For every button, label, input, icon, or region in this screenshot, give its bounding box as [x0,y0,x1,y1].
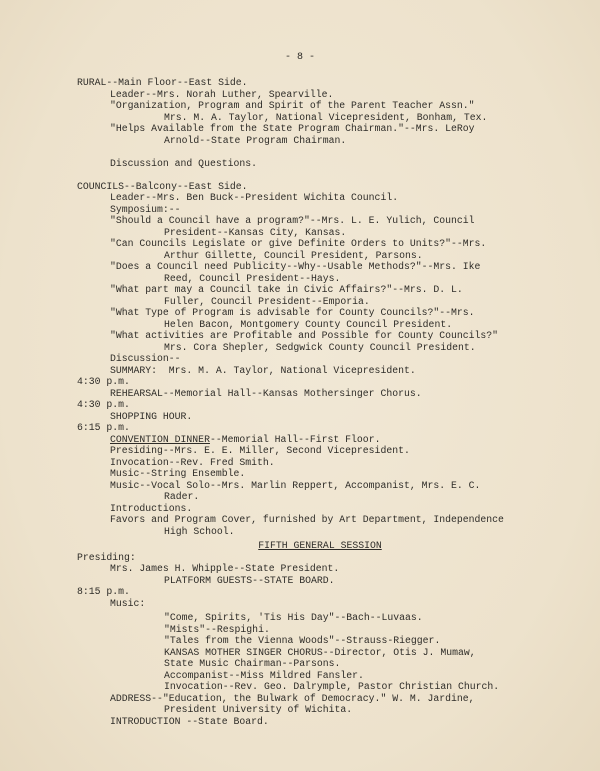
text-line: INTRODUCTION --State Board. [110,715,269,727]
text-line: High School. [164,525,235,537]
event-title: REHEARSAL--Memorial Hall--Kansas Mothersinger Chorus. [110,387,422,399]
text-line: ADDRESS--"Education, the Bulwark of Democracy." W. M. Jardine, [110,692,475,704]
text-line: Discussion-- [110,353,181,364]
text-line: Favors and Program Cover, furnished by Art Department, Independence [110,514,504,525]
text-line: Music--Vocal Solo--Mrs. Marlin Reppert, Accompanist, Mrs. E. C. [110,479,481,491]
page-number: - 8 - [284,52,315,63]
music-item: State Music Chairman--Parsons. [164,658,341,669]
text-line: SUMMARY: Mrs. M. A. Taylor, National Vicepresident. [110,364,416,376]
text-line: Mrs. James H. Whipple--State President. [110,563,340,574]
text-line: Leader--Mrs. Norah Luther, Spearville. [110,88,334,100]
music-label: Music: [110,597,146,609]
text-line: Symposium:-- [110,203,181,215]
text-line: Mrs. Cora Shepler, Sedgwick County Council President. [164,341,476,353]
text-line: "Can Councils Legislate or give Definite Orders to Units?"--Mrs. [110,238,487,249]
text-line: "Should a Council have a program?"--Mrs. L. E. Yulich, Council [110,215,475,226]
music-item: "Tales from the Vienna Woods"--Strauss-Riegger. [164,635,441,646]
text-line: "What activities are Profitable and Possible for County Councils?" [110,330,499,341]
fifth-session-section [0,540,600,727]
text-line: Invocation--Rev. Fred Smith. [110,456,275,468]
underlined-title: CONVENTION DINNER [110,433,210,445]
text-line: Reed, Council President--Hays. [164,272,341,284]
text-line: "Helps Available from the State Program Chairman."--Mrs. LeRoy [110,123,475,134]
text-line: Introductions. [110,502,193,514]
text-line: President--Kansas City, Kansas. [164,226,347,238]
music-item: Accompanist--Miss Mildred Fansler. [164,669,364,681]
text-line: "Organization, Program and Spirit of the Parent Teacher Assn." [110,100,475,111]
text-line: "What part may a Council take in Civic Affairs?"--Mrs. D. L. [110,284,463,295]
time-label: 8:15 p.m. [77,586,130,597]
text-line: Arnold--State Program Chairman. [164,134,347,146]
text-line: Helen Bacon, Montgomery County Council President. [164,318,453,330]
text-line: "Does a Council need Publicity--Why--Usable Methods?"--Mrs. Ike [110,261,481,272]
text-line: Music--String Ensemble. [110,468,246,479]
section-title: FIFTH GENERAL SESSION [258,540,382,551]
text-line: President University of Wichita. [164,704,353,715]
section-heading: COUNCILS--Balcony--East Side. [77,180,248,192]
text-line: Arthur Gillette, Council President, Parsons. [164,249,423,261]
text-line: Rader. [164,491,200,502]
councils-section [0,181,600,377]
text-line: Fuller, Council President--Emporia. [164,295,370,307]
time-label: 4:30 p.m. [77,376,130,387]
text-line: Leader--Mrs. Ben Buck--President Wichita Council. [110,192,399,203]
document-body [0,77,600,727]
text-line: "What Type of Program is advisable for County Councils?"--Mrs. [110,307,475,318]
time-label: 6:15 p.m. [77,422,130,433]
music-item: KANSAS MOTHER SINGER CHORUS--Director, Otis J. Mumaw, [164,646,476,658]
text-line: PLATFORM GUESTS--STATE BOARD. [164,574,335,586]
event-title: CONVENTION DINNER--Memorial Hall--First Floor. [110,433,381,445]
music-item: Invocation--Rev. Geo. Dalrymple, Pastor Christian Church. [164,681,500,692]
rural-section [0,77,600,169]
text-line: Mrs. M. A. Taylor, National Vicepresident, Bonham, Tex. [164,111,488,123]
event-title: SHOPPING HOUR. [110,410,193,422]
schedule-section [0,376,600,537]
text-line: Discussion and Questions. [110,157,257,169]
presiding-label: Presiding: [77,551,136,563]
music-item: "Come, Spirits, 'Tis His Day"--Bach--Luvaas. [164,612,423,623]
section-heading: RURAL--Main Floor--East Side. [77,77,248,88]
time-label: 4:30 p.m. [77,399,130,410]
text-line: Presiding--Mrs. E. E. Miller, Second Vicepresident. [110,445,410,456]
music-item: "Mists"--Respighi. [164,623,270,635]
